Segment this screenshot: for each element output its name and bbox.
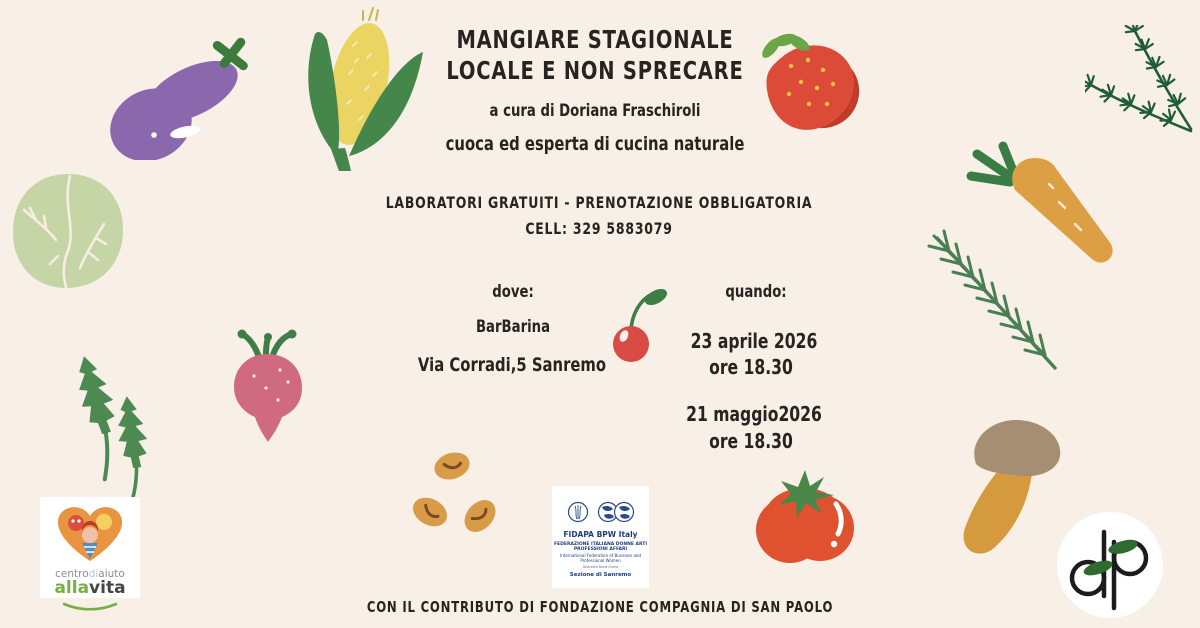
dp-monogram-logo [1057, 512, 1163, 618]
dp-letters-icon [1057, 512, 1163, 618]
cav-heart-icon [40, 497, 140, 563]
cav-logo-line2: allavita [54, 578, 126, 598]
cherry-illustration [598, 286, 670, 364]
cav-swoosh-icon [62, 602, 118, 612]
footer-credit: CON IL CONTRIBUTO DI FONDAZIONE COMPAGNIA DI SAN PAOLO [366, 598, 834, 616]
poster-byline: a cura di Doriana Fraschiroli [489, 101, 701, 121]
when-date-1: 23 aprile 2026 [690, 329, 818, 353]
mushroom-illustration [946, 412, 1072, 560]
where-label: dove: [492, 282, 534, 302]
fidapa-sub2: International Federation of Business and Professional Women [560, 553, 641, 563]
when-time-2: ore 18.30 [709, 429, 793, 453]
when-date-2: 21 maggio2026 [686, 402, 822, 426]
beans-illustration [408, 438, 504, 550]
fidapa-emblems-icon [566, 500, 636, 524]
when-label: quando: [725, 282, 787, 302]
eggplant-illustration [90, 28, 250, 160]
centro-aiuto-alla-vita-logo [40, 497, 140, 598]
cav-logo-line1: centrodiaiuto [55, 568, 125, 580]
fidapa-logo [552, 486, 649, 588]
fidapa-sub4: Sezione di Sanremo [569, 572, 632, 578]
poster-subtitle: cuoca ed esperta di cucina naturale [445, 133, 745, 155]
where-venue: BarBarina [475, 317, 551, 337]
strawberry-illustration [753, 26, 865, 136]
radish-illustration [222, 326, 314, 448]
fidapa-sub3: Distretto Nord Ovest [582, 565, 619, 569]
where-address: Via Corradi,5 Sanremo [417, 354, 607, 376]
fidapa-sub1: FEDERAZIONE ITALIANA DONNE ARTI PROFESSIONI AFFARI [553, 542, 647, 552]
labs-line: LABORATORI GRATUITI - PRENOTAZIONE OBBLIGATORIA [385, 193, 813, 212]
poster-title-line1: MANGIARE STAGIONALE [456, 25, 734, 54]
fidapa-title: FIDAPA BPW Italy [563, 530, 638, 539]
when-time-1: ore 18.30 [709, 355, 793, 379]
poster-title-line2: LOCALE E NON SPRECARE [446, 56, 744, 85]
corn-illustration [293, 4, 425, 172]
arugula-leaves-illustration [58, 350, 170, 502]
cabbage-illustration [6, 168, 128, 294]
phone-line: CELL: 329 5883079 [525, 219, 673, 238]
thyme-sprig-illustration [1085, 25, 1197, 140]
rosemary-sprig-illustration [925, 228, 1067, 378]
tomato-illustration [748, 460, 862, 570]
